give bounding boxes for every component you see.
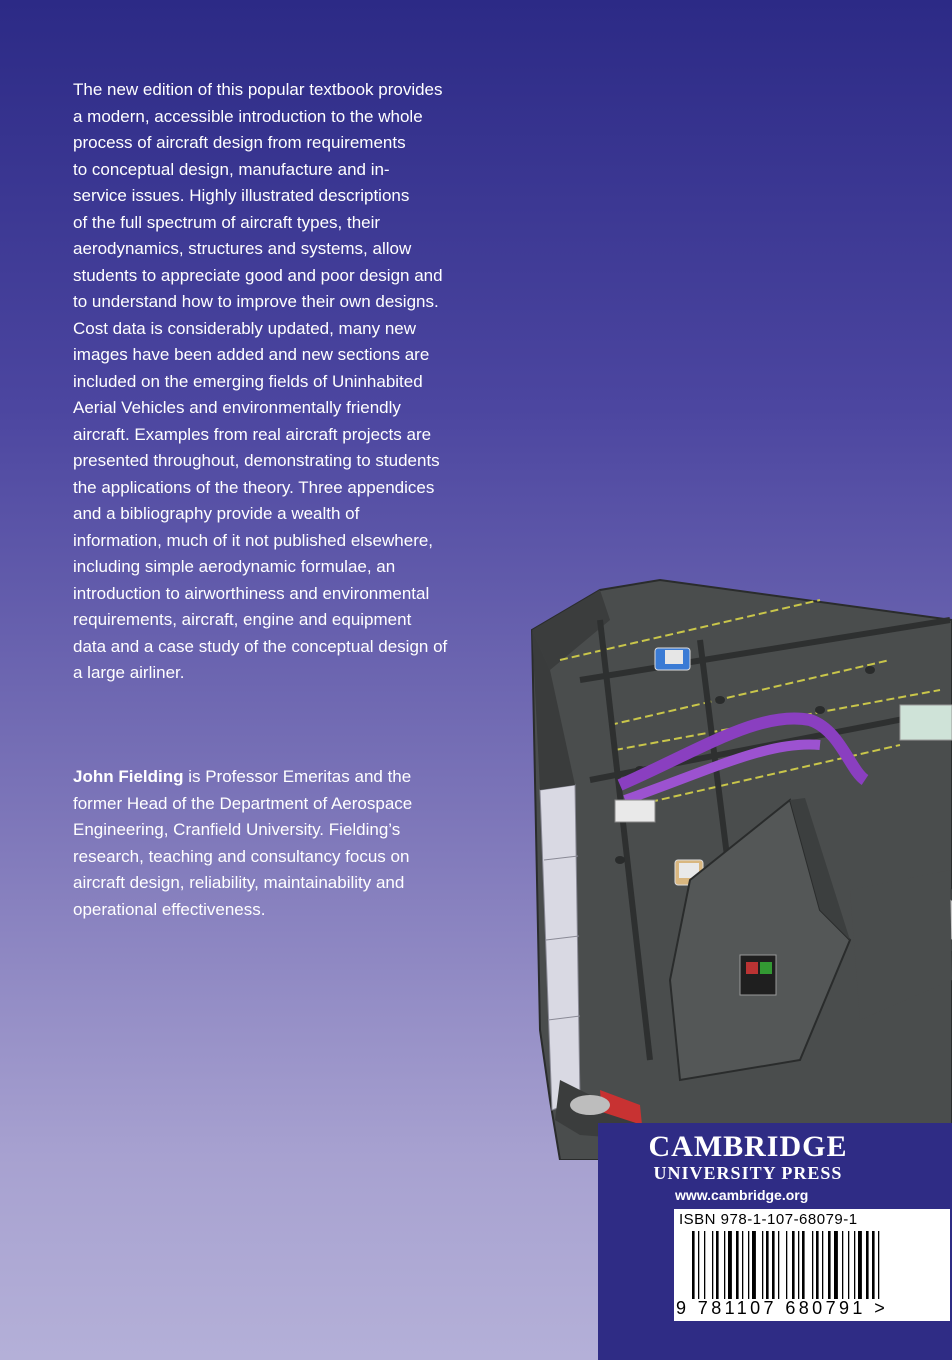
aircraft-cutaway-illustration [520,560,952,1160]
blurb-line: process of aircraft design from requirements [73,133,406,152]
publisher-url[interactable]: www.cambridge.org [675,1187,809,1203]
blurb-line: the applications of the theory. Three appendices [73,477,435,497]
blurb-line: students to appreciate good and poor design and [73,265,443,285]
author-bio [73,764,473,923]
blurb-line: aerodynamics, structures and systems, allow [73,239,412,258]
blurb-line: a modern, accessible introduction to the whole [73,106,423,126]
description-paragraph [73,77,493,687]
author-name: John Fielding [73,767,184,786]
blurb-line: of the full spectrum of aircraft types, their [73,212,381,232]
blurb-line: a large airliner. [73,663,185,682]
blurb-line: information, much of it not published elsewhere, [73,530,434,550]
blurb-line: aircraft. Examples from real aircraft projects are [73,424,432,444]
bio-line: research, teaching and consultancy focus on [73,846,410,866]
publisher-subname: UNIVERSITY PRESS [653,1163,843,1183]
publisher-name: CAMBRIDGE [648,1130,848,1163]
blurb-line: to conceptual design, manufacture and in- [73,159,390,179]
blurb-line: included on the emerging fields of Uninhabited [73,371,423,391]
blurb-line: introduction to airworthiness and environmental [73,583,430,603]
bio-line: is Professor Emeritas and the [183,767,412,786]
blurb-line: The new edition of this popular textbook provides [73,80,443,99]
barcode-digits: 9 781107 680791 > [676,1298,889,1318]
blurb-line: requirements, aircraft, engine and equipment [73,610,412,629]
blurb-line: and a bibliography provide a wealth of [73,504,360,523]
publisher-box [598,1123,952,1360]
bio-line: Engineering, Cranfield University. Fielding’s [73,820,401,839]
blurb-line: data and a case study of the conceptual design of [73,636,448,656]
blurb-line: images have been added and new sections are [73,345,430,364]
barcode-bars [692,1231,942,1299]
blurb-line: Aerial Vehicles and environmentally friendly [73,398,401,417]
bio-line: former Head of the Department of Aerospace [73,793,413,813]
isbn-label: ISBN 978-1-107-68079-1 [679,1211,858,1228]
blurb-line: presented throughout, demonstrating to students [73,451,440,470]
barcode-block [674,1209,950,1321]
blurb-line: including simple aerodynamic formulae, an [73,557,396,576]
bio-line: operational effectiveness. [73,899,266,919]
bio-line: aircraft design, reliability, maintainability and [73,873,405,892]
blurb-line: to understand how to improve their own designs. [73,292,439,311]
blurb-line: Cost data is considerably updated, many new [73,318,417,338]
blurb-line: service issues. Highly illustrated descriptions [73,186,410,205]
